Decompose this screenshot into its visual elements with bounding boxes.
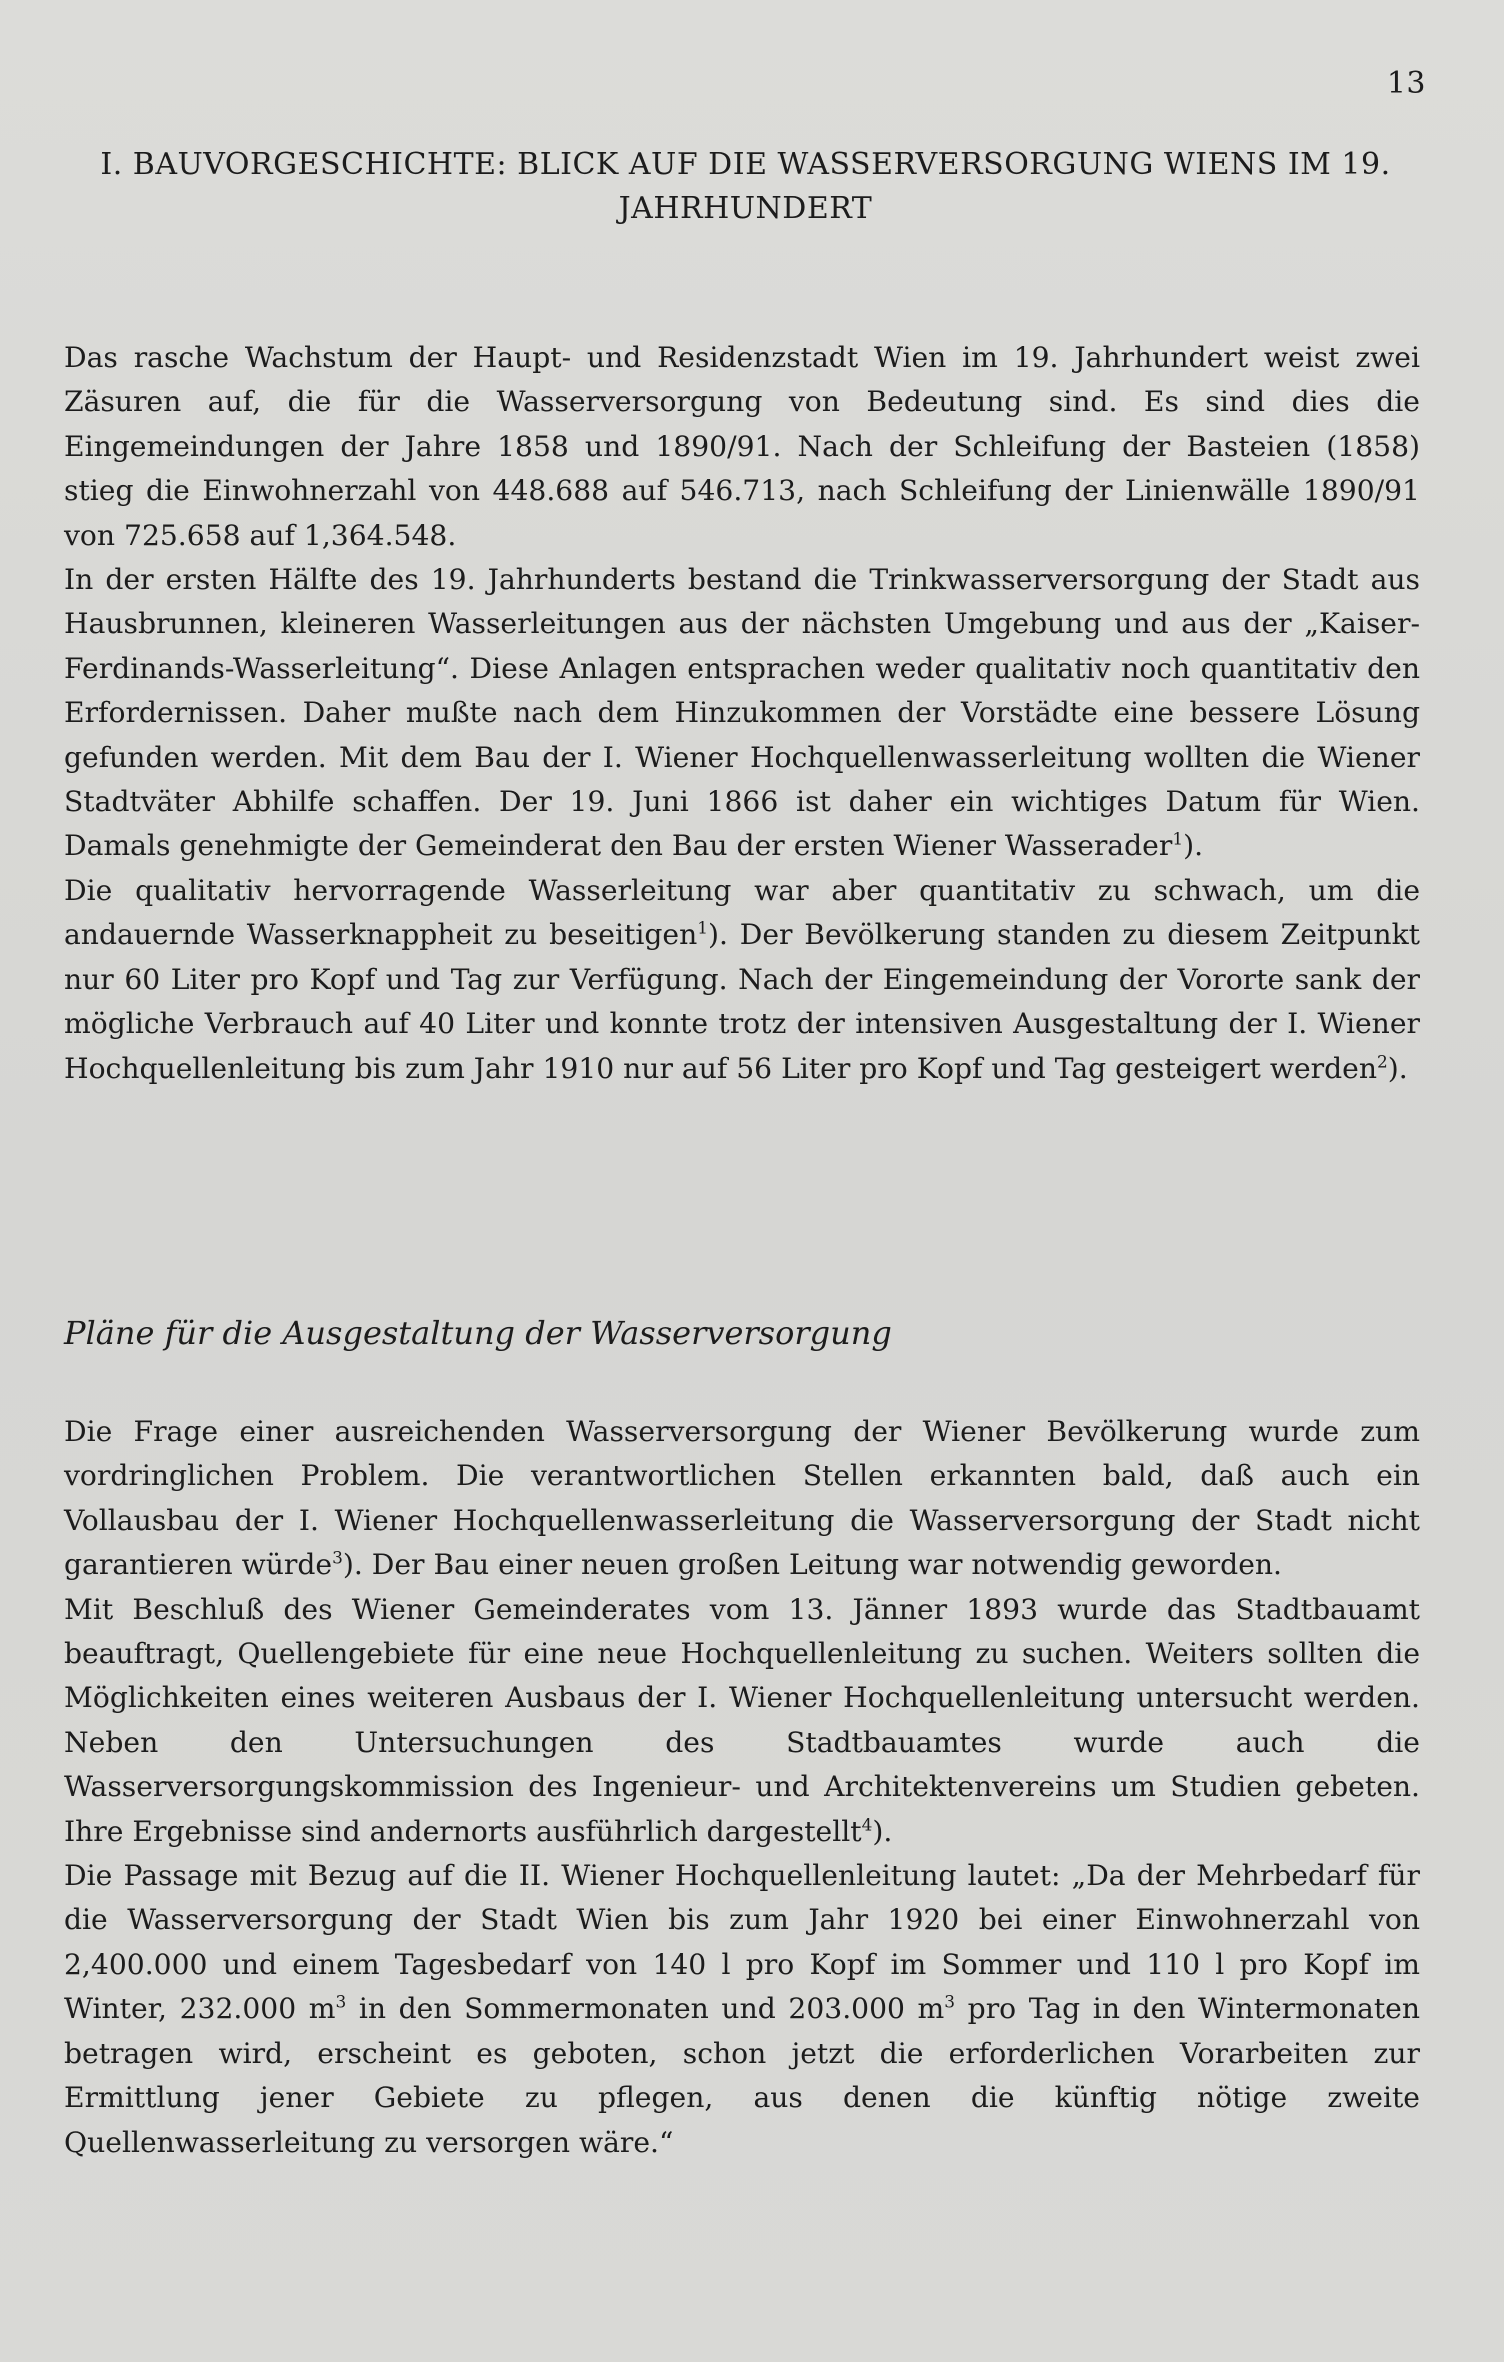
footnote-ref: 4 bbox=[861, 1814, 873, 1835]
footnote-ref: 1 bbox=[1172, 829, 1184, 850]
section-plans bbox=[64, 1410, 1420, 2165]
chapter-title: I. BAUVORGESCHICHTE: BLICK AUF DIE WASSERVERSORGUNG WIENS IM 19. JAHRHUNDERT bbox=[100, 147, 1391, 226]
page-number: 13 bbox=[1386, 66, 1426, 101]
footnote-ref: 1 bbox=[697, 917, 708, 938]
paragraph: Die qualitativ hervorragende Wasserleitung war aber quantitativ zu schwach, um die andauernde Wasserknappheit zu beseitigen$^1$). Der Bevölkerung standen zu diesem Zeitpunkt nur 60 Liter pro Kopf und Tag zur Verfügung. Nach der Eingemeindung der Vororte sank der mögliche Verbrauch auf 40 Liter und konnte trotz der intensiven Ausgestaltung der I. Wiener Hochquellenleitung bis zum Jahr 1910 nur auf 56 Liter pro Kopf und Tag gesteigert werden$^2$). bbox=[64, 873, 1420, 1085]
paragraph: Die Passage mit Bezug auf die II. Wiener Hochquellenleitung lautet: „Da der Mehrbedarf für die Wasserversorgung der Stadt Wien bis zum Jahr 1920 bei einer Einwohnerzahl von 2,400.000 und einem Tagesbedarf von 140 l pro Kopf im Sommer und 110 l pro Kopf im Winter, 232.000 $m^3$ in den Sommermonaten und 203.000 $m^3$ pro Tag in den Wintermonaten betragen wird, erscheint es geboten, schon jetzt die erforderlichen Vorarbeiten zur Ermittlung jener Gebiete zu pflegen, aus denen die künftig nötige zweite Quellenwasserleitung zu versorgen wäre.“ bbox=[64, 1859, 1421, 2159]
paragraph: Das rasche Wachstum der Haupt- und Residenzstadt Wien im 19. Jahrhundert weist zwei Zäsuren auf, die für die Wasserversorgung von Bedeutung sind. Es sind dies die Eingemeindungen der Jahre 1858 und 1890/91. Nach der Schleifung der Basteien (1858) stieg die Einwohnerzahl von 448.688 auf 546.713, nach Schleifung der Linienwälle 1890/91 von 725.658 auf 1,364.548. bbox=[64, 341, 1420, 552]
section-heading: Pläne für die Ausgestaltung der Wasserversorgung bbox=[64, 1314, 892, 1352]
paragraph: Mit Beschluß des Wiener Gemeinderates vom 13. Jänner 1893 wurde das Stadtbauamt beauftragt, Quellengebiete für eine neue Hochquellenleitung zu suchen. Weiters sollten die Möglichkeiten eines weiteren Ausbaus der I. Wiener Hochquellenleitung untersucht werden. Neben den Untersuchungen des Stadtbauamtes wurde auch die Wasserversorgungskommission des Ingenieur- und Architektenvereins um Studien gebeten. Ihre Ergebnisse sind andernorts ausführlich dargestellt$^4$). bbox=[64, 1592, 1420, 1848]
unit-superscript: 3 bbox=[944, 1991, 956, 2012]
section-intro bbox=[64, 336, 1420, 1091]
footnote-ref: 2 bbox=[1377, 1051, 1388, 1072]
paragraph: Die Frage einer ausreichenden Wasserversorgung der Wiener Bevölkerung wurde zum vordringlichen Problem. Die verantwortlichen Stellen erkannten bald, daß auch ein Vollausbau der I. Wiener Hochquellenwasserleitung die Wasserversorgung der Stadt nicht garantieren würde$^3$). Der Bau einer neuen großen Leitung war notwendig geworden. bbox=[64, 1415, 1420, 1582]
paragraph: In der ersten Hälfte des 19. Jahrhunderts bestand die Trinkwasserversorgung der Stadt aus Hausbrunnen, kleineren Wasserleitungen aus der nächsten Umgebung und aus der „Kaiser-Ferdinands-Wasserleitung“. Diese Anlagen entsprachen weder qualitativ noch quantitativ den Erfordernissen. Daher mußte nach dem Hinzukommen der Vorstädte eine bessere Lösung gefunden werden. Mit dem Bau der I. Wiener Hochquellenwasserleitung wollten die Wiener Stadtväter Abhilfe schaffen. Der 19. Juni 1866 ist daher ein wichtiges Datum für Wien. Damals genehmigte der Gemeinderat den Bau der ersten Wiener Wasserader$^1$). bbox=[64, 563, 1420, 863]
unit-superscript: 3 bbox=[335, 1991, 347, 2012]
footnote-ref: 3 bbox=[332, 1547, 343, 1568]
